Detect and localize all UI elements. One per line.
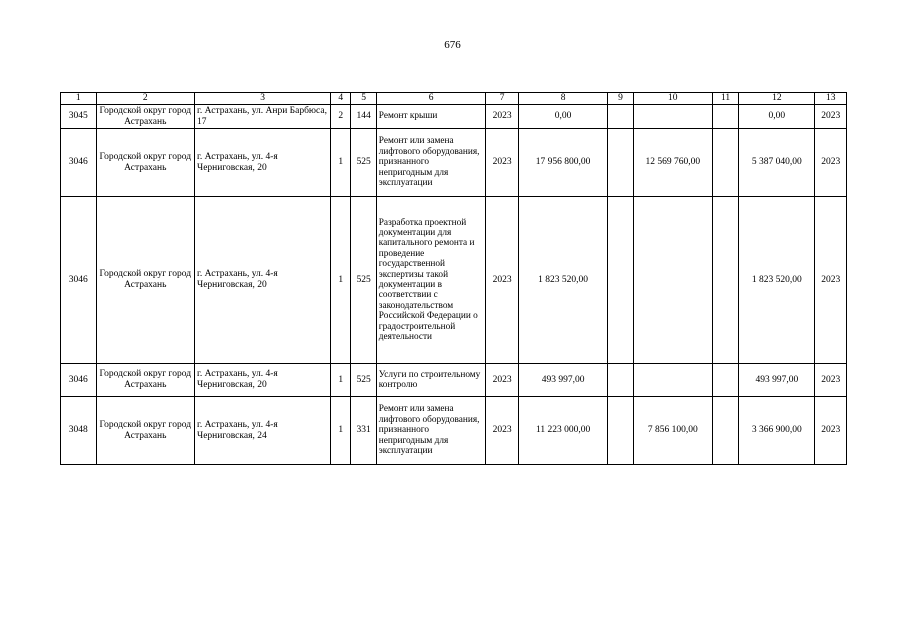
end-year-cell: 2023 [815,129,847,197]
table-row [61,197,847,364]
row-number: 3046 [61,364,97,397]
cell-col12: 493 997,00 [739,364,815,397]
column-header: 8 [518,93,607,105]
cell-col5: 525 [351,364,376,397]
address-cell: г. Астрахань, ул. Анри Барбюса, 17 [195,105,331,129]
cell-col9 [608,397,633,465]
cell-col9 [608,105,633,129]
cell-col10 [633,197,712,364]
cell-col12: 1 823 520,00 [739,197,815,364]
municipality-cell: Городской округ город Астрахань [96,129,195,197]
table-row [61,364,847,397]
total-cost-cell: 1 823 520,00 [518,197,607,364]
cell-col10: 7 856 100,00 [633,397,712,465]
capital-repair-table [60,92,847,465]
column-header: 12 [739,93,815,105]
work-type-cell: Ремонт или замена лифтового оборудования, признанного непригодным для эксплуатации [376,397,486,465]
end-year-cell: 2023 [815,197,847,364]
year-cell: 2023 [486,364,518,397]
column-header: 5 [351,93,376,105]
municipality-cell: Городской округ город Астрахань [96,105,195,129]
column-header: 4 [331,93,351,105]
municipality-cell: Городской округ город Астрахань [96,397,195,465]
cell-col5: 331 [351,397,376,465]
address-cell: г. Астрахань, ул. 4-я Черниговская, 20 [195,129,331,197]
cell-col4: 1 [331,364,351,397]
row-number: 3046 [61,129,97,197]
column-header: 7 [486,93,518,105]
cell-col4: 1 [331,397,351,465]
cell-col5: 525 [351,197,376,364]
cell-col9 [608,197,633,364]
cell-col12: 3 366 900,00 [739,397,815,465]
table-row [61,129,847,197]
end-year-cell: 2023 [815,105,847,129]
year-cell: 2023 [486,129,518,197]
column-header: 9 [608,93,633,105]
total-cost-cell: 0,00 [518,105,607,129]
row-number: 3048 [61,397,97,465]
column-header: 6 [376,93,486,105]
work-type-cell: Разработка проектной документации для капитального ремонта и проведение государственной экспертизы такой документации в соответствии с законодательством Российской Федерации о градостроительной деятельности [376,197,486,364]
cell-col11 [712,129,738,197]
row-number: 3046 [61,197,97,364]
table-row [61,105,847,129]
cell-col11 [712,105,738,129]
column-header: 11 [712,93,738,105]
total-cost-cell: 493 997,00 [518,364,607,397]
cell-col5: 525 [351,129,376,197]
year-cell: 2023 [486,105,518,129]
cell-col9 [608,129,633,197]
municipality-cell: Городской округ город Астрахань [96,197,195,364]
table-row [61,397,847,465]
address-cell: г. Астрахань, ул. 4-я Черниговская, 20 [195,364,331,397]
column-number-row [61,93,847,105]
row-number: 3045 [61,105,97,129]
year-cell: 2023 [486,397,518,465]
cell-col4: 1 [331,129,351,197]
work-type-cell: Услуги по строительному контролю [376,364,486,397]
column-header: 1 [61,93,97,105]
column-header: 13 [815,93,847,105]
cell-col9 [608,364,633,397]
cell-col11 [712,397,738,465]
cell-col5: 144 [351,105,376,129]
cell-col10: 12 569 760,00 [633,129,712,197]
total-cost-cell: 17 956 800,00 [518,129,607,197]
cell-col10 [633,364,712,397]
page-number: 676 [444,39,461,51]
column-header: 2 [96,93,195,105]
address-cell: г. Астрахань, ул. 4-я Черниговская, 20 [195,197,331,364]
cell-col4: 2 [331,105,351,129]
work-type-cell: Ремонт или замена лифтового оборудования, признанного непригодным для эксплуатации [376,129,486,197]
municipality-cell: Городской округ город Астрахань [96,364,195,397]
column-header: 10 [633,93,712,105]
cell-col10 [633,105,712,129]
address-cell: г. Астрахань, ул. 4-я Черниговская, 24 [195,397,331,465]
column-header: 3 [195,93,331,105]
cell-col4: 1 [331,197,351,364]
end-year-cell: 2023 [815,397,847,465]
cell-col12: 5 387 040,00 [739,129,815,197]
cell-col11 [712,364,738,397]
cell-col12: 0,00 [739,105,815,129]
year-cell: 2023 [486,197,518,364]
end-year-cell: 2023 [815,364,847,397]
cell-col11 [712,197,738,364]
total-cost-cell: 11 223 000,00 [518,397,607,465]
work-type-cell: Ремонт крыши [376,105,486,129]
